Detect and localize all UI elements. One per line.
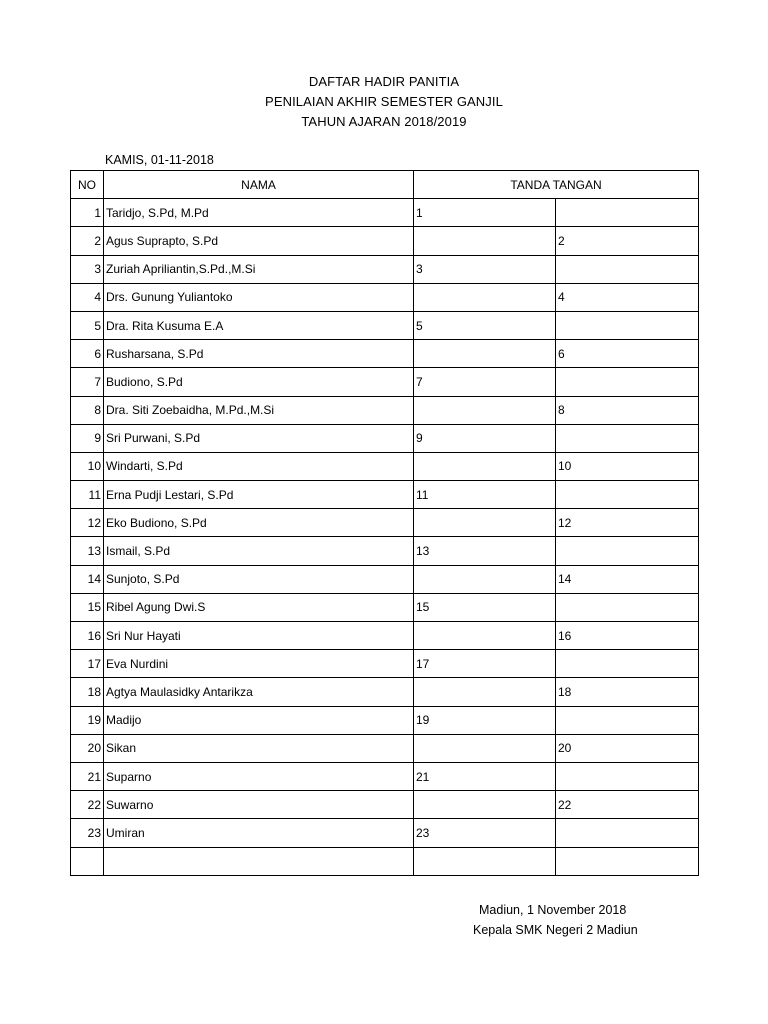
row-number: 15 (71, 593, 104, 621)
table-row (71, 622, 699, 650)
signature-cell-right: 12 (556, 509, 699, 537)
row-number: 9 (71, 424, 104, 452)
row-number: 1 (71, 199, 104, 227)
row-number: 14 (71, 565, 104, 593)
table-row (71, 762, 699, 790)
signature-cell-left (414, 227, 556, 255)
row-name: Erna Pudji Lestari, S.Pd (104, 481, 414, 509)
row-name: Ismail, S.Pd (104, 537, 414, 565)
signature-cell-left (414, 565, 556, 593)
row-name: Ribel Agung Dwi.S (104, 593, 414, 621)
signature-cell-right (556, 368, 699, 396)
row-number: 21 (71, 762, 104, 790)
row-name: Umiran (104, 819, 414, 847)
row-number: 10 (71, 452, 104, 480)
signature-cell-left (414, 734, 556, 762)
signature-cell-left: 23 (414, 819, 556, 847)
table-row (71, 593, 699, 621)
table-row (71, 565, 699, 593)
row-number: 16 (71, 622, 104, 650)
row-number: 12 (71, 509, 104, 537)
signature-cell-left: 9 (414, 424, 556, 452)
table-row (71, 847, 699, 875)
row-number: 7 (71, 368, 104, 396)
row-number: 22 (71, 791, 104, 819)
signature-cell-left (414, 678, 556, 706)
table-row (71, 283, 699, 311)
row-name: Windarti, S.Pd (104, 452, 414, 480)
footer-position: Kepala SMK Negeri 2 Madiun (473, 923, 638, 937)
signature-cell-right (556, 255, 699, 283)
signature-cell-left: 11 (414, 481, 556, 509)
table-row (71, 734, 699, 762)
signature-cell-left: 19 (414, 706, 556, 734)
table-row (71, 199, 699, 227)
header-tanda-tangan: TANDA TANGAN (414, 171, 699, 199)
row-name: Zuriah Apriliantin,S.Pd.,M.Si (104, 255, 414, 283)
row-name: Eva Nurdini (104, 650, 414, 678)
table-row (71, 706, 699, 734)
row-name: Sri Nur Hayati (104, 622, 414, 650)
signature-cell-right: 10 (556, 452, 699, 480)
row-number: 8 (71, 396, 104, 424)
signature-cell-right (556, 311, 699, 339)
table-header-row (71, 171, 699, 199)
row-name: Taridjo, S.Pd, M.Pd (104, 199, 414, 227)
signature-cell-left: 3 (414, 255, 556, 283)
signature-cell-right: 22 (556, 791, 699, 819)
table-row (71, 368, 699, 396)
signature-cell-right: 16 (556, 622, 699, 650)
row-number: 13 (71, 537, 104, 565)
header-nama: NAMA (104, 171, 414, 199)
table-row (71, 227, 699, 255)
signature-cell-left (414, 283, 556, 311)
signature-cell-left (414, 847, 556, 875)
signature-cell-right (556, 199, 699, 227)
signature-cell-left: 1 (414, 199, 556, 227)
signature-cell-left (414, 396, 556, 424)
row-number: 20 (71, 734, 104, 762)
date-label: KAMIS, 01-11-2018 (105, 153, 214, 167)
row-number: 17 (71, 650, 104, 678)
footer-place-date: Madiun, 1 November 2018 (479, 903, 627, 917)
signature-cell-right (556, 424, 699, 452)
title-line-2: PENILAIAN AKHIR SEMESTER GANJIL (265, 94, 503, 109)
header-no: NO (71, 171, 104, 199)
row-name: Budiono, S.Pd (104, 368, 414, 396)
row-name: Eko Budiono, S.Pd (104, 509, 414, 537)
row-number: 4 (71, 283, 104, 311)
row-number: 18 (71, 678, 104, 706)
signature-cell-left: 17 (414, 650, 556, 678)
signature-cell-right: 4 (556, 283, 699, 311)
table-row (71, 791, 699, 819)
row-name: Dra. Rita Kusuma E.A (104, 311, 414, 339)
row-number: 2 (71, 227, 104, 255)
signature-cell-right: 8 (556, 396, 699, 424)
row-number: 19 (71, 706, 104, 734)
signature-cell-right (556, 706, 699, 734)
row-name: Agus Suprapto, S.Pd (104, 227, 414, 255)
row-name: Rusharsana, S.Pd (104, 340, 414, 368)
signature-cell-left (414, 452, 556, 480)
signature-cell-right (556, 819, 699, 847)
table-row (71, 452, 699, 480)
signature-footer (473, 900, 638, 940)
signature-cell-left (414, 340, 556, 368)
signature-cell-left: 13 (414, 537, 556, 565)
row-name: Dra. Siti Zoebaidha, M.Pd.,M.Si (104, 396, 414, 424)
signature-cell-right: 20 (556, 734, 699, 762)
row-name: Suwarno (104, 791, 414, 819)
signature-cell-left (414, 509, 556, 537)
row-number: 23 (71, 819, 104, 847)
signature-cell-right (556, 650, 699, 678)
signature-cell-left: 5 (414, 311, 556, 339)
signature-cell-right (556, 762, 699, 790)
signature-cell-right (556, 481, 699, 509)
row-name: Madijo (104, 706, 414, 734)
signature-cell-left: 7 (414, 368, 556, 396)
signature-cell-right: 14 (556, 565, 699, 593)
table-row (71, 650, 699, 678)
row-name: Sunjoto, S.Pd (104, 565, 414, 593)
table-row (71, 819, 699, 847)
document-title (0, 72, 768, 132)
row-name: Sri Purwani, S.Pd (104, 424, 414, 452)
signature-cell-left (414, 622, 556, 650)
title-line-1: DAFTAR HADIR PANITIA (308, 74, 460, 89)
row-number (71, 847, 104, 875)
row-name: Agtya Maulasidky Antarikza (104, 678, 414, 706)
table-row (71, 678, 699, 706)
table-row (71, 481, 699, 509)
title-line-3: TAHUN AJARAN 2018/2019 (301, 114, 467, 129)
row-number: 6 (71, 340, 104, 368)
row-name: Drs. Gunung Yuliantoko (104, 283, 414, 311)
table-row (71, 424, 699, 452)
signature-cell-left (414, 791, 556, 819)
signature-cell-left: 15 (414, 593, 556, 621)
row-number: 3 (71, 255, 104, 283)
table-row (71, 255, 699, 283)
table-row (71, 396, 699, 424)
table-row (71, 340, 699, 368)
signature-cell-right (556, 593, 699, 621)
row-name: Sikan (104, 734, 414, 762)
table-row (71, 537, 699, 565)
row-name (104, 847, 414, 875)
attendance-table (70, 170, 699, 876)
table-row (71, 509, 699, 537)
row-number: 5 (71, 311, 104, 339)
row-number: 11 (71, 481, 104, 509)
signature-cell-left: 21 (414, 762, 556, 790)
signature-cell-right: 6 (556, 340, 699, 368)
signature-cell-right: 18 (556, 678, 699, 706)
row-name: Suparno (104, 762, 414, 790)
table-row (71, 311, 699, 339)
signature-cell-right (556, 847, 699, 875)
signature-cell-right (556, 537, 699, 565)
signature-cell-right: 2 (556, 227, 699, 255)
